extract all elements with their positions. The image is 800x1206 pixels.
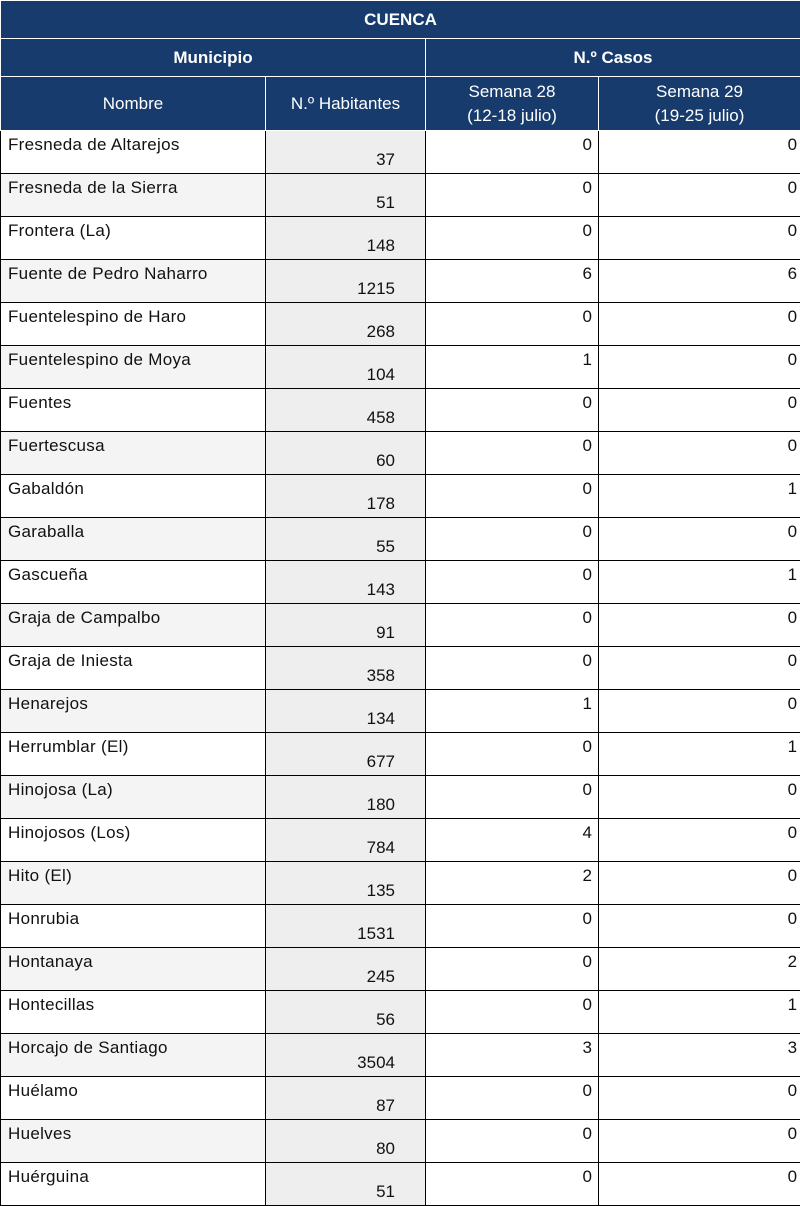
municipio-name-cell: Gascueña bbox=[1, 561, 266, 604]
cases-week28-cell: 6 bbox=[426, 260, 599, 303]
cases-week28-cell: 0 bbox=[426, 905, 599, 948]
cases-week29-cell: 0 bbox=[599, 346, 800, 389]
table-row bbox=[1, 389, 800, 432]
population-cell: 56 bbox=[266, 991, 426, 1034]
population-cell: 1531 bbox=[266, 905, 426, 948]
municipio-name-cell: Fuentelespino de Moya bbox=[1, 346, 266, 389]
table-row bbox=[1, 862, 800, 905]
population-cell: 268 bbox=[266, 303, 426, 346]
cases-week28-cell: 0 bbox=[426, 432, 599, 475]
table-row bbox=[1, 1034, 800, 1077]
population-cell: 1215 bbox=[266, 260, 426, 303]
table-row bbox=[1, 260, 800, 303]
population-cell: 37 bbox=[266, 131, 426, 174]
municipio-name-cell: Hontanaya bbox=[1, 948, 266, 991]
population-cell: 358 bbox=[266, 647, 426, 690]
cases-week28-cell: 0 bbox=[426, 131, 599, 174]
cases-week29-cell: 0 bbox=[599, 604, 800, 647]
population-cell: 134 bbox=[266, 690, 426, 733]
table-row bbox=[1, 432, 800, 475]
municipio-name-cell: Hontecillas bbox=[1, 991, 266, 1034]
cases-week29-cell: 1 bbox=[599, 991, 800, 1034]
table-row bbox=[1, 819, 800, 862]
cases-week28-cell: 4 bbox=[426, 819, 599, 862]
cases-week29-cell: 0 bbox=[599, 1077, 800, 1120]
municipio-name-cell: Fuentes bbox=[1, 389, 266, 432]
table-row bbox=[1, 131, 800, 174]
cases-week28-cell: 0 bbox=[426, 647, 599, 690]
table-row bbox=[1, 217, 800, 260]
cases-week28-cell: 0 bbox=[426, 389, 599, 432]
cases-week29-cell: 1 bbox=[599, 561, 800, 604]
municipio-name-cell: Graja de Campalbo bbox=[1, 604, 266, 647]
table-row bbox=[1, 991, 800, 1034]
table-row bbox=[1, 690, 800, 733]
group-header-casos: N.º Casos bbox=[426, 39, 800, 77]
cases-week28-cell: 0 bbox=[426, 948, 599, 991]
municipio-name-cell: Frontera (La) bbox=[1, 217, 266, 260]
population-cell: 80 bbox=[266, 1120, 426, 1163]
municipio-name-cell: Fresneda de la Sierra bbox=[1, 174, 266, 217]
table-row bbox=[1, 733, 800, 776]
semana29-label: Semana 29 bbox=[599, 80, 800, 104]
population-cell: 677 bbox=[266, 733, 426, 776]
municipio-name-cell: Graja de Iniesta bbox=[1, 647, 266, 690]
table-row bbox=[1, 948, 800, 991]
municipio-name-cell: Fuertescusa bbox=[1, 432, 266, 475]
municipio-name-cell: Gabaldón bbox=[1, 475, 266, 518]
cases-week29-cell: 0 bbox=[599, 647, 800, 690]
table-title: CUENCA bbox=[1, 1, 800, 39]
cases-week29-cell: 3 bbox=[599, 1034, 800, 1077]
group-header-municipio: Municipio bbox=[1, 39, 426, 77]
population-cell: 784 bbox=[266, 819, 426, 862]
cases-week28-cell: 0 bbox=[426, 475, 599, 518]
cases-week29-cell: 0 bbox=[599, 905, 800, 948]
population-cell: 180 bbox=[266, 776, 426, 819]
cases-week29-cell: 0 bbox=[599, 1163, 800, 1206]
table-row bbox=[1, 1077, 800, 1120]
population-cell: 104 bbox=[266, 346, 426, 389]
municipio-name-cell: Huélamo bbox=[1, 1077, 266, 1120]
municipio-name-cell: Hito (El) bbox=[1, 862, 266, 905]
cases-week29-cell: 0 bbox=[599, 432, 800, 475]
table-row bbox=[1, 303, 800, 346]
table-row bbox=[1, 518, 800, 561]
table-row bbox=[1, 1163, 800, 1206]
cases-week29-cell: 0 bbox=[599, 131, 800, 174]
column-header-semana29 bbox=[599, 77, 800, 131]
cases-week29-cell: 1 bbox=[599, 475, 800, 518]
cases-week29-cell: 0 bbox=[599, 518, 800, 561]
cases-week28-cell: 0 bbox=[426, 1163, 599, 1206]
municipio-name-cell: Huérguina bbox=[1, 1163, 266, 1206]
table-row bbox=[1, 776, 800, 819]
municipio-name-cell: Henarejos bbox=[1, 690, 266, 733]
cases-week28-cell: 3 bbox=[426, 1034, 599, 1077]
cases-week28-cell: 0 bbox=[426, 518, 599, 561]
cases-week28-cell: 0 bbox=[426, 604, 599, 647]
cases-week28-cell: 0 bbox=[426, 303, 599, 346]
cases-week29-cell: 2 bbox=[599, 948, 800, 991]
population-cell: 178 bbox=[266, 475, 426, 518]
table-row bbox=[1, 647, 800, 690]
population-cell: 51 bbox=[266, 1163, 426, 1206]
cases-week28-cell: 0 bbox=[426, 1077, 599, 1120]
municipio-name-cell: Garaballa bbox=[1, 518, 266, 561]
municipio-name-cell: Fuentelespino de Haro bbox=[1, 303, 266, 346]
semana28-label: Semana 28 bbox=[426, 80, 598, 104]
cases-week29-cell: 0 bbox=[599, 389, 800, 432]
cases-week29-cell: 0 bbox=[599, 690, 800, 733]
population-cell: 3504 bbox=[266, 1034, 426, 1077]
cases-week29-cell: 0 bbox=[599, 776, 800, 819]
cases-week28-cell: 0 bbox=[426, 217, 599, 260]
municipio-name-cell: Huelves bbox=[1, 1120, 266, 1163]
semana29-dates: (19-25 julio) bbox=[599, 104, 800, 128]
column-header-semana28 bbox=[426, 77, 599, 131]
semana28-dates: (12-18 julio) bbox=[426, 104, 598, 128]
cases-week29-cell: 0 bbox=[599, 174, 800, 217]
population-cell: 91 bbox=[266, 604, 426, 647]
population-cell: 135 bbox=[266, 862, 426, 905]
table-row bbox=[1, 475, 800, 518]
population-cell: 55 bbox=[266, 518, 426, 561]
municipio-name-cell: Fuente de Pedro Naharro bbox=[1, 260, 266, 303]
municipio-name-cell: Fresneda de Altarejos bbox=[1, 131, 266, 174]
municipio-name-cell: Honrubia bbox=[1, 905, 266, 948]
table-row bbox=[1, 346, 800, 389]
cases-week28-cell: 0 bbox=[426, 1120, 599, 1163]
table-row bbox=[1, 604, 800, 647]
cases-week28-cell: 1 bbox=[426, 346, 599, 389]
cases-week29-cell: 1 bbox=[599, 733, 800, 776]
population-cell: 87 bbox=[266, 1077, 426, 1120]
cases-week28-cell: 0 bbox=[426, 733, 599, 776]
municipio-name-cell: Hinojosos (Los) bbox=[1, 819, 266, 862]
cases-week29-cell: 0 bbox=[599, 1120, 800, 1163]
table-row bbox=[1, 174, 800, 217]
cases-week28-cell: 2 bbox=[426, 862, 599, 905]
cases-week29-cell: 0 bbox=[599, 217, 800, 260]
cases-week28-cell: 0 bbox=[426, 561, 599, 604]
population-cell: 51 bbox=[266, 174, 426, 217]
cases-week29-cell: 6 bbox=[599, 260, 800, 303]
cases-week29-cell: 0 bbox=[599, 303, 800, 346]
population-cell: 60 bbox=[266, 432, 426, 475]
population-cell: 245 bbox=[266, 948, 426, 991]
population-cell: 458 bbox=[266, 389, 426, 432]
column-header-nombre: Nombre bbox=[1, 77, 266, 131]
population-cell: 148 bbox=[266, 217, 426, 260]
municipio-name-cell: Hinojosa (La) bbox=[1, 776, 266, 819]
column-header-habitantes: N.º Habitantes bbox=[266, 77, 426, 131]
cases-week29-cell: 0 bbox=[599, 862, 800, 905]
cases-week28-cell: 1 bbox=[426, 690, 599, 733]
cases-week29-cell: 0 bbox=[599, 819, 800, 862]
municipio-name-cell: Horcajo de Santiago bbox=[1, 1034, 266, 1077]
table-row bbox=[1, 561, 800, 604]
municipio-name-cell: Herrumblar (El) bbox=[1, 733, 266, 776]
cases-week28-cell: 0 bbox=[426, 174, 599, 217]
population-cell: 143 bbox=[266, 561, 426, 604]
cases-week28-cell: 0 bbox=[426, 991, 599, 1034]
cases-week28-cell: 0 bbox=[426, 776, 599, 819]
table-row bbox=[1, 905, 800, 948]
